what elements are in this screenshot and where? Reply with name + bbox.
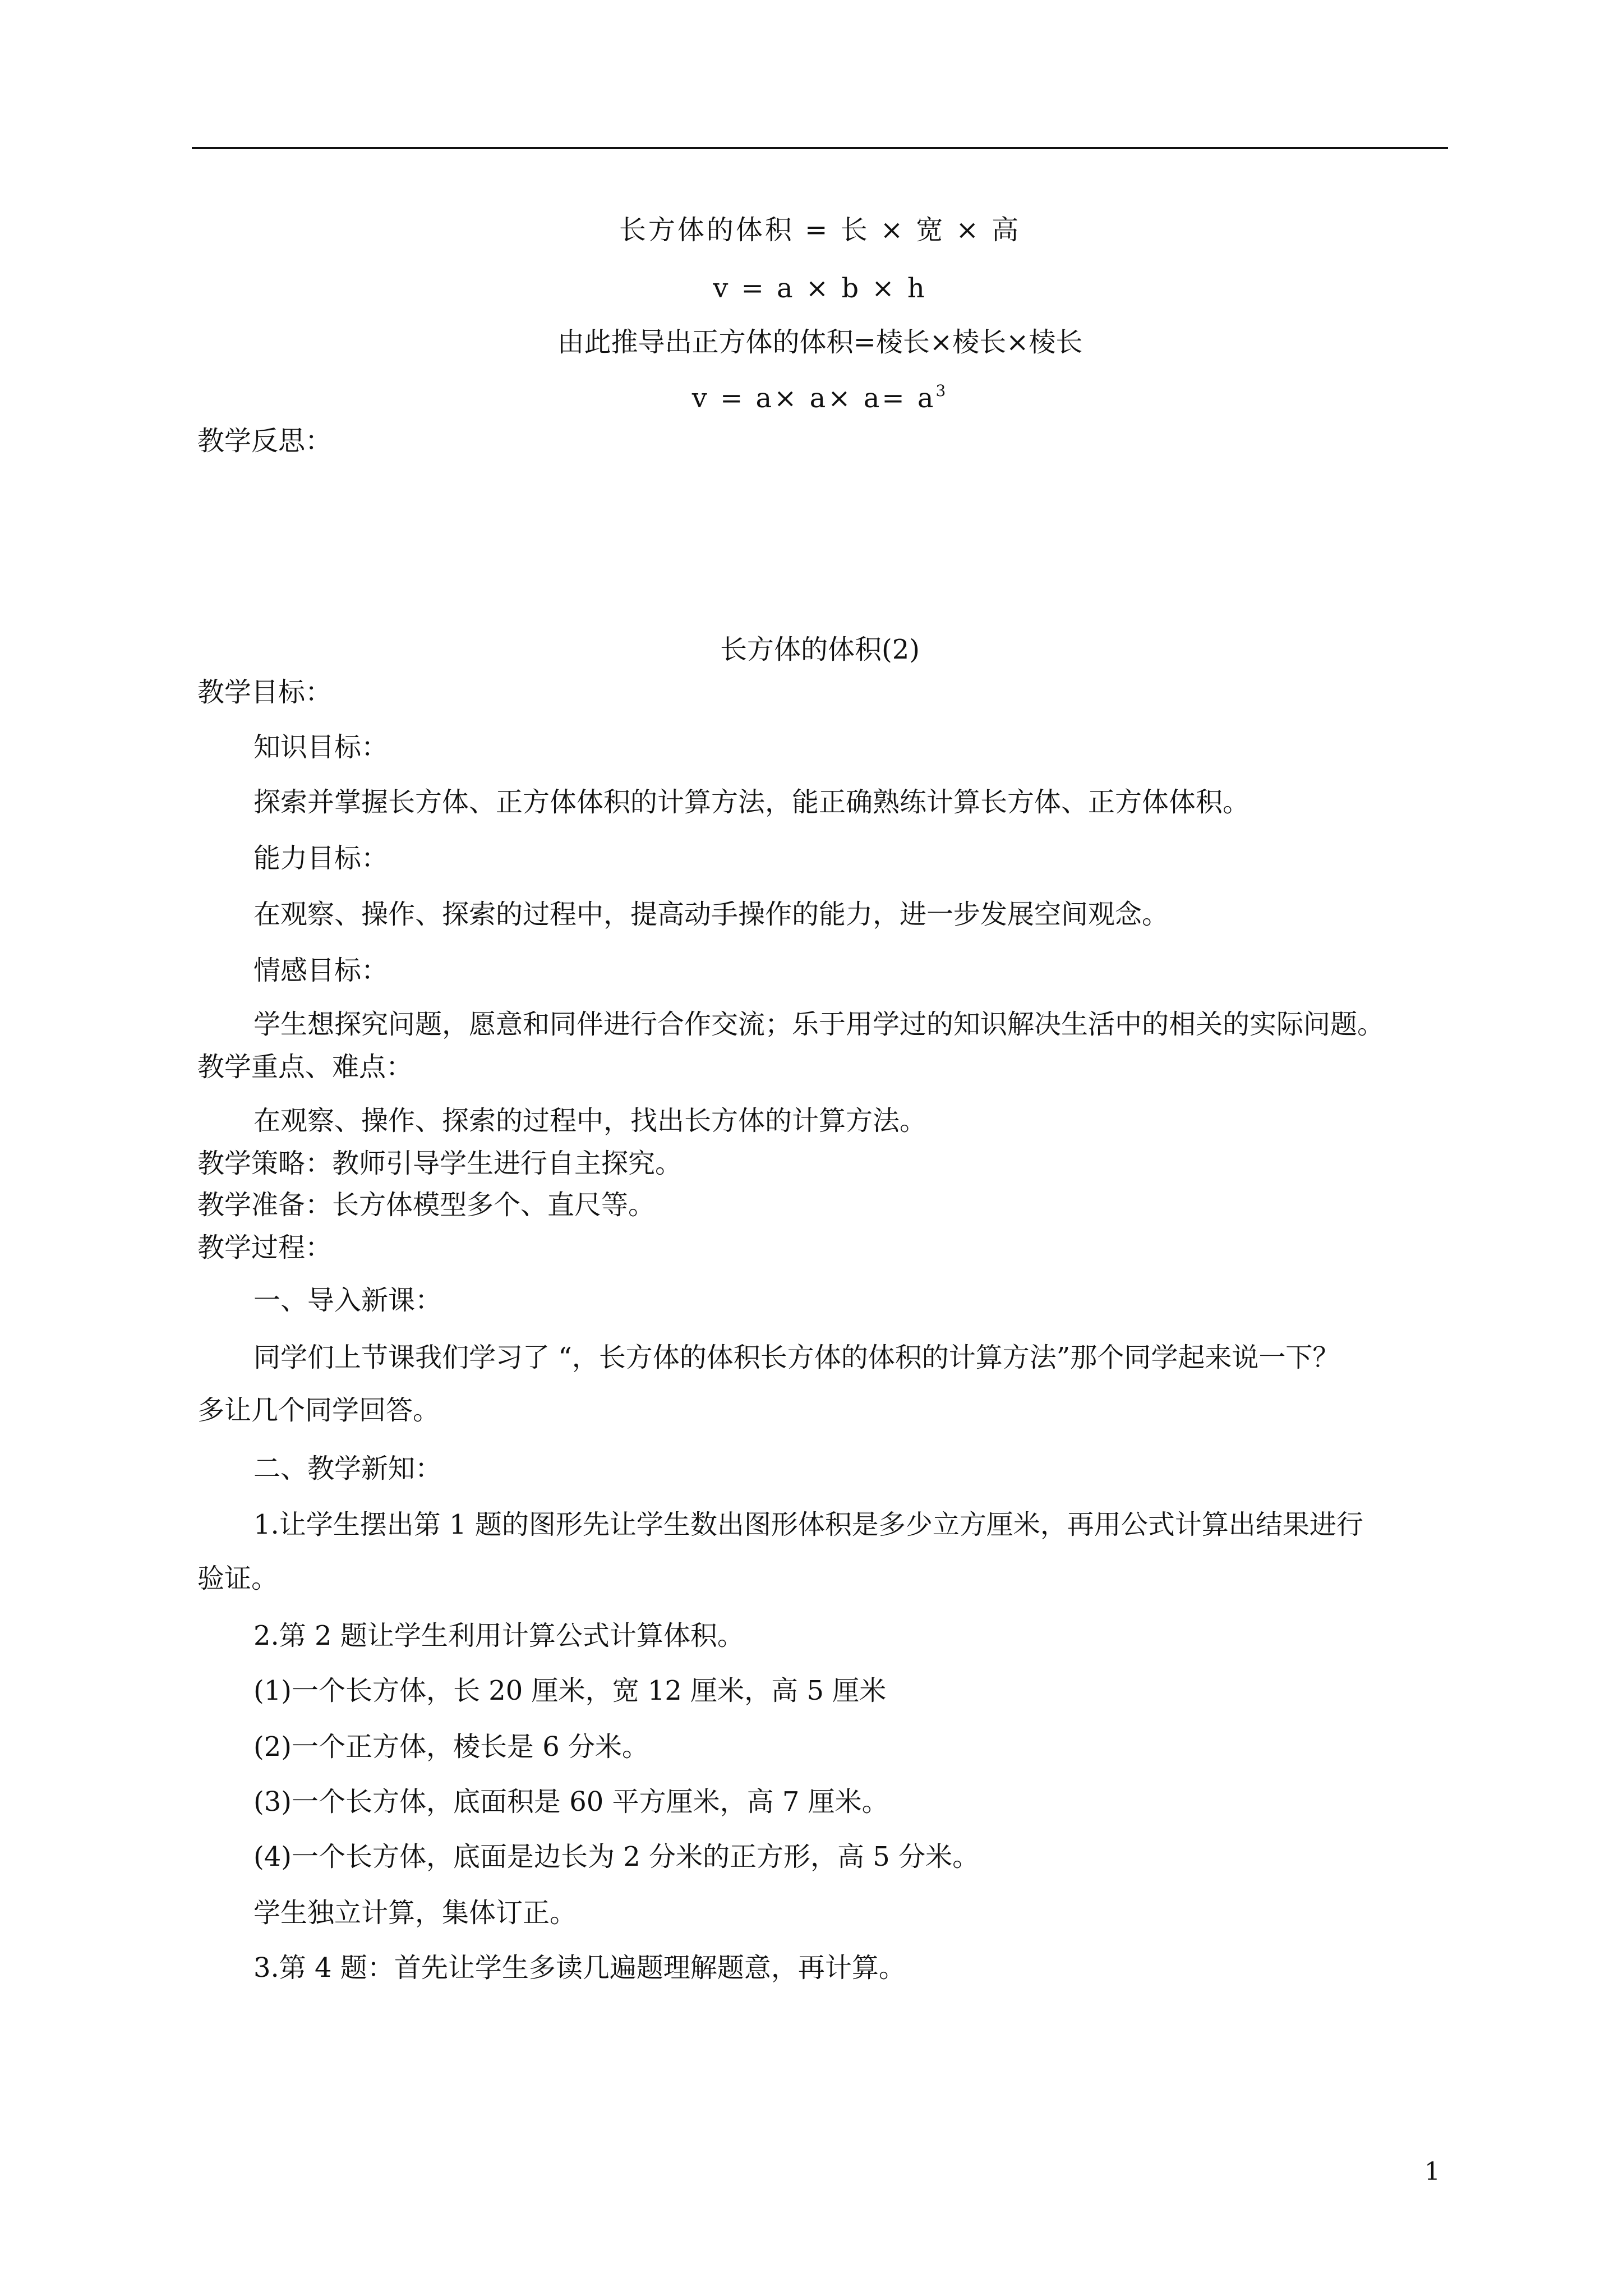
- process-label: 教学过程：: [197, 1232, 333, 1263]
- reflection-label: 教学反思：: [197, 425, 333, 457]
- intro-label: 一、导入新课：: [253, 1285, 442, 1316]
- key-points-label: 教学重点、难点：: [197, 1051, 413, 1083]
- item-2-sub-2: (2)一个正方体，棱长是 6 分米。: [253, 1731, 649, 1763]
- item-3: 3.第 4 题：首先让学生多读几遍题理解题意，再计算。: [253, 1952, 906, 1984]
- header-rule: [192, 147, 1448, 149]
- item-2-sub-1: (1)一个长方体，长 20 厘米，宽 12 厘米，高 5 厘米: [253, 1675, 887, 1706]
- intro-line-2: 多让几个同学回答。: [197, 1395, 440, 1426]
- knowledge-label: 知识目标：: [253, 731, 389, 763]
- key-points-text: 在观察、操作、探索的过程中，找出长方体的计算方法。: [253, 1105, 927, 1137]
- emotion-label: 情感目标：: [253, 955, 389, 986]
- formula-cube-base: v = a× a× a= a: [691, 383, 936, 414]
- item-1-line-2: 验证。: [197, 1563, 279, 1594]
- item-2-sub-4: (4)一个长方体，底面是边长为 2 分米的正方形，高 5 分米。: [253, 1841, 980, 1872]
- strategy-line: 教学策略：教师引导学生进行自主探究。: [197, 1148, 683, 1179]
- formula-cube-exponent: 3: [935, 381, 948, 400]
- page-number: 1: [1424, 2157, 1440, 2186]
- item-2-sub-3: (3)一个长方体，底面积是 60 平方厘米，高 7 厘米。: [253, 1786, 889, 1818]
- intro-line-1: 同学们上节课我们学习了 “，长方体的体积长方体的体积的计算方法”那个同学起来说一下？: [253, 1342, 1340, 1373]
- lesson-title: 长方体的体积(2): [720, 634, 920, 665]
- emotion-text: 学生想探究问题，愿意和同伴进行合作交流；乐于用学过的知识解决生活中的相关的实际问题。: [253, 1009, 1385, 1040]
- formula-cube-symbols: [192, 381, 1448, 415]
- knowledge-text: 探索并掌握长方体、正方体体积的计算方法，能正确熟练计算长方体、正方体体积。: [253, 786, 1250, 818]
- ability-label: 能力目标：: [253, 843, 389, 874]
- formula-cuboid-words: 长方体的体积 = 长 × 宽 × 高: [619, 214, 1021, 246]
- item-1-line-1: 1.让学生摆出第 1 题的图形先让学生数出图形体积是多少立方厘米，再用公式计算出结果进行: [253, 1509, 1363, 1540]
- new-knowledge-label: 二、教学新知：: [253, 1453, 442, 1484]
- preparation-line: 教学准备：长方体模型多个、直尺等。: [197, 1189, 656, 1221]
- independent-calc: 学生独立计算，集体订正。: [253, 1897, 577, 1929]
- formula-cube-derivation: 由此推导出正方体的体积=棱长×棱长×棱长: [557, 326, 1083, 358]
- objectives-label: 教学目标：: [197, 677, 333, 708]
- ability-text: 在观察、操作、探索的过程中，提高动手操作的能力，进一步发展空间观念。: [253, 899, 1169, 930]
- formula-cuboid-symbols: v = a × b × h: [713, 273, 927, 304]
- item-2: 2.第 2 题让学生利用计算公式计算体积。: [253, 1620, 744, 1651]
